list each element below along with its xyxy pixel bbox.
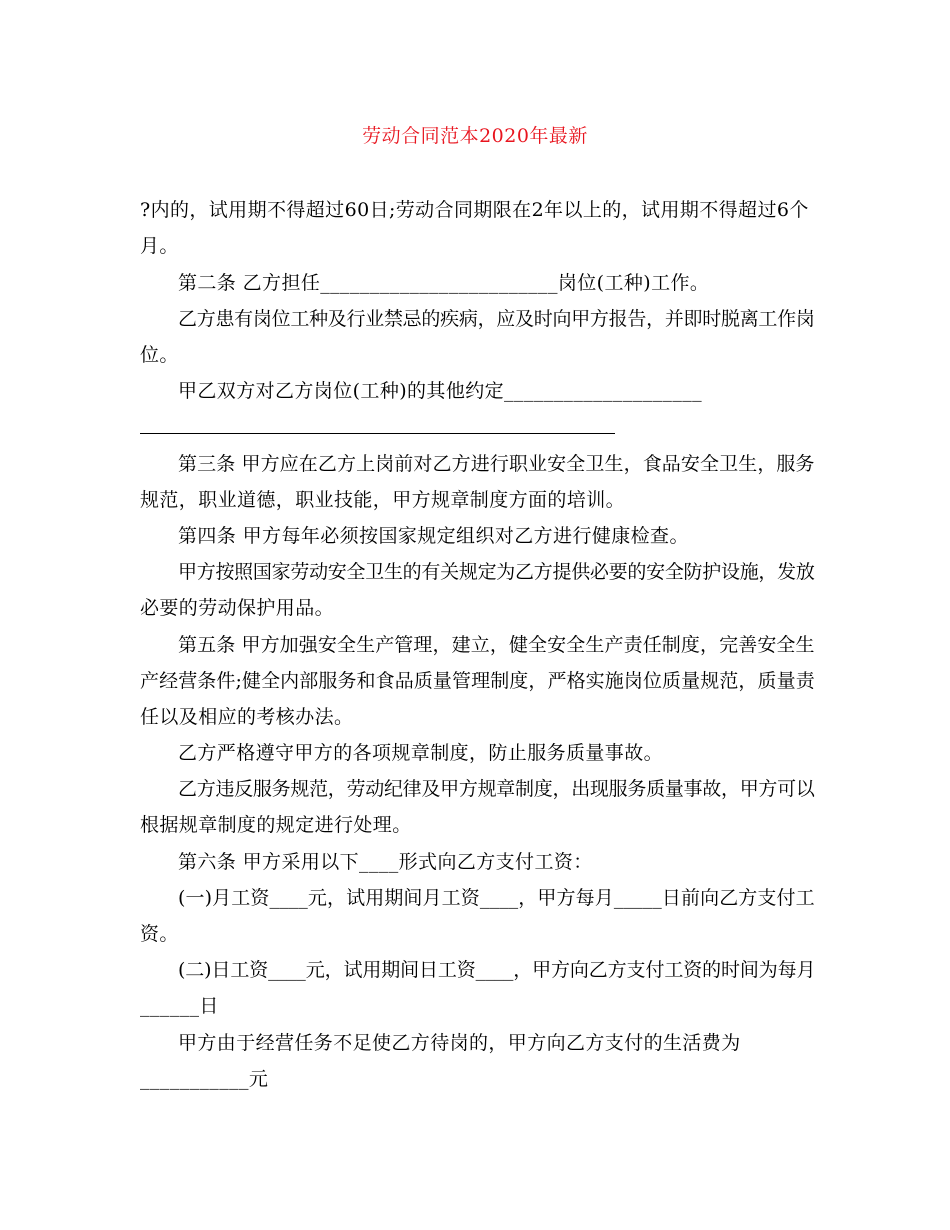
text-line: 根据规章制度的规定进行处理。 [140, 814, 412, 836]
text-line: 产经营条件;健全内部服务和食品质量管理制度，严格实施岗位质量规范，质量责 [140, 670, 815, 692]
text-line: 规范，职业道德，职业技能，甲方规章制度方面的培训。 [140, 489, 626, 511]
text-line: ___________元 [140, 1068, 269, 1090]
text-line: 乙方患有岗位工种及行业禁忌的疾病，应及时向甲方报告，并即时脱离工作岗 [178, 308, 815, 330]
text-line: (一)月工资____元，试用期间月工资____，甲方每月_____日前向乙方支付工 [178, 887, 815, 909]
text-line: 任以及相应的考核办法。 [140, 706, 354, 728]
text-line: ______日 [140, 995, 219, 1017]
text-line: 第四条 甲方每年必须按国家规定组织对乙方进行健康检查。 [178, 525, 689, 547]
text-line: 甲方按照国家劳动安全卫生的有关规定为乙方提供必要的安全防护设施，发放 [178, 561, 815, 583]
text-line: 第二条 乙方担任________________________岗位(工种)工作。 [178, 272, 710, 294]
text-line: (二)日工资____元，试用期间日工资____，甲方向乙方支付工资的时间为每月 [178, 959, 816, 981]
text-line: 甲方由于经营任务不足使乙方待岗的，甲方向乙方支付的生活费为 [178, 1032, 741, 1054]
blank-fill-line [140, 433, 615, 434]
text-line: 乙方违反服务规范，劳动纪律及甲方规章制度，出现服务质量事故，甲方可以 [178, 778, 815, 800]
text-line: 月。 [140, 235, 179, 257]
text-line: 乙方严格遵守甲方的各项规章制度，防止服务质量事故。 [178, 742, 664, 764]
text-line: 第五条 甲方加强安全生产管理，建立，健全安全生产责任制度，完善安全生 [178, 634, 815, 656]
text-line: 资。 [140, 923, 179, 945]
text-line: 第三条 甲方应在乙方上岗前对乙方进行职业安全卫生，食品安全卫生，服务 [178, 453, 815, 475]
text-line: ?内的，试用期不得超过60日;劳动合同期限在2年以上的，试用期不得超过6个 [140, 199, 809, 221]
text-line: 位。 [140, 344, 179, 366]
text-line: 第六条 甲方采用以下____形式向乙方支付工资： [178, 851, 593, 873]
text-line: 甲乙双方对乙方岗位(工种)的其他约定____________________ [178, 380, 703, 402]
document-title: 劳动合同范本2020年最新 [362, 125, 588, 147]
text-line: 必要的劳动保护用品。 [140, 597, 335, 619]
